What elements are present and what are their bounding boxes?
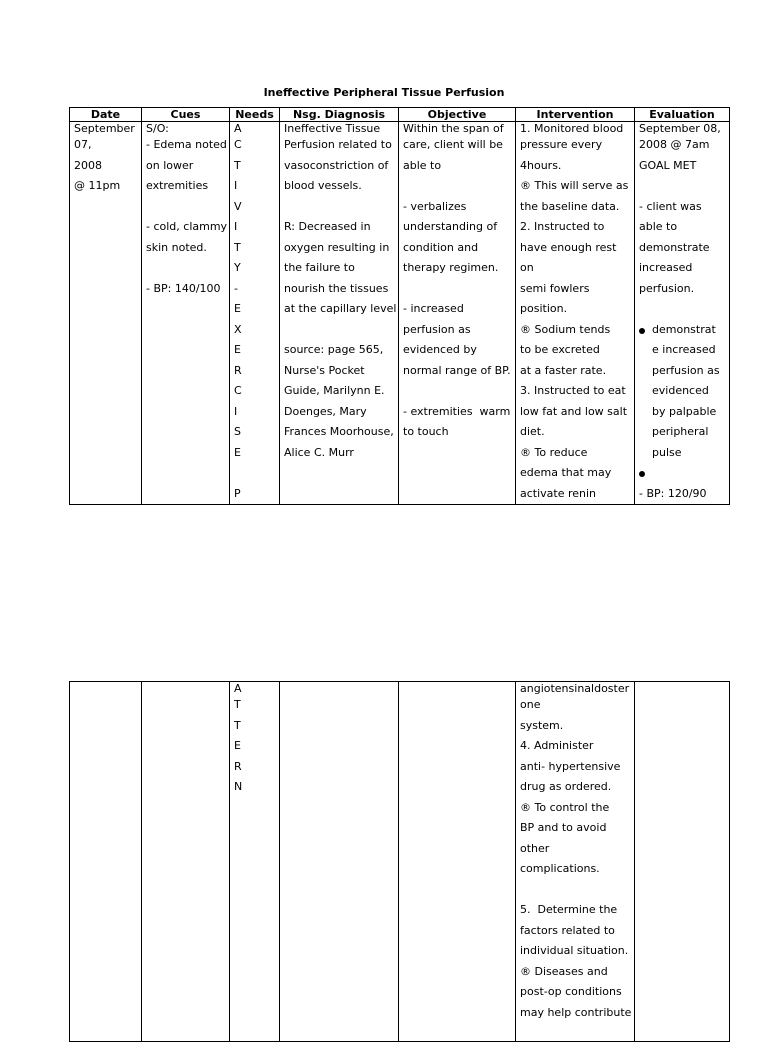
cell-line: Perfusion related to xyxy=(284,138,392,151)
cell-line: understanding of xyxy=(403,220,498,233)
cell-line: September 08, xyxy=(639,122,721,135)
cell-line xyxy=(403,279,513,300)
cell-line xyxy=(234,463,277,484)
cell-line: ® This will serve as xyxy=(520,179,629,192)
cell-line: GOAL MET xyxy=(639,158,697,172)
diagnosis-cell xyxy=(280,122,399,505)
cell-line: complications. xyxy=(520,862,600,875)
care-plan-table xyxy=(69,107,730,505)
cell-line: Frances Moorhouse, xyxy=(284,425,394,438)
cell-line: perfusion as xyxy=(403,322,471,336)
table-row xyxy=(70,682,730,1042)
cell-line: perfusion. xyxy=(639,281,695,295)
evaluation-bullet-empty xyxy=(635,463,729,484)
cell-line xyxy=(284,197,396,218)
cell-line: to be excreted xyxy=(520,343,600,356)
cell-line: at the capillary level xyxy=(284,302,397,315)
intervention-cell xyxy=(516,682,635,1042)
cell-line: Alice C. Murr xyxy=(284,445,354,459)
cell-line: skin noted. xyxy=(146,240,207,254)
cell-line: low fat and low salt xyxy=(520,404,628,418)
cell-line: vasoconstriction of xyxy=(284,158,389,172)
cues-cell xyxy=(142,122,230,505)
cell-line: R xyxy=(234,759,242,773)
bullet-icon xyxy=(639,471,645,477)
cell-line: on xyxy=(520,261,534,274)
cell-line: one xyxy=(520,698,541,711)
cell-line: 5. Determine the xyxy=(520,903,618,916)
cell-line: - verbalizes xyxy=(403,199,467,213)
cell-line: ® Sodium tends xyxy=(520,322,611,336)
cell-line: pressure every xyxy=(520,138,603,151)
cell-line: R: Decreased in xyxy=(284,220,371,233)
cell-line: - BP: 140/100 xyxy=(146,281,221,295)
cell-line: pulse xyxy=(652,445,682,459)
cell-line: able to xyxy=(639,220,678,233)
cell-line: angiotensinaldoster xyxy=(520,682,630,695)
cell-line xyxy=(146,197,227,218)
cell-line: the failure to xyxy=(284,261,355,274)
cell-line xyxy=(639,176,727,197)
cell-line: able to xyxy=(403,158,442,172)
cell-line: evidenced by xyxy=(403,343,477,356)
cell-line: I xyxy=(234,404,238,418)
cell-line: - xyxy=(234,281,238,295)
cell-line: V xyxy=(234,199,242,213)
cell-line: ® To reduce xyxy=(520,445,588,459)
cell-line: therapy regimen. xyxy=(403,261,499,274)
date-cell xyxy=(70,122,142,505)
cell-line: source: page 565, xyxy=(284,343,384,356)
cell-line: Ineffective Tissue xyxy=(284,122,381,135)
cell-line: C xyxy=(234,138,242,151)
cell-line: Guide, Marilynn E. xyxy=(284,384,385,397)
cell-line: anti- hypertensive xyxy=(520,759,621,773)
cell-line: care, client will be xyxy=(403,138,503,151)
cell-line: T xyxy=(234,718,241,732)
cell-line xyxy=(284,320,396,341)
cell-line: X xyxy=(234,322,242,336)
cell-line: normal range of BP. xyxy=(403,363,511,377)
cell-line: 07, xyxy=(74,138,92,151)
cell-line: A xyxy=(234,122,242,135)
cell-line: 1. Monitored blood xyxy=(520,122,624,135)
cell-line: T xyxy=(234,240,241,254)
header-evaluation: Evaluation xyxy=(635,108,730,122)
cell-line: Within the span of xyxy=(403,122,504,135)
cell-line: nourish the tissues xyxy=(284,281,389,295)
cell-line: perfusion as xyxy=(652,363,720,377)
header-row xyxy=(70,108,730,122)
cell-line: ® To control the xyxy=(520,800,610,814)
cell-line: 4. Administer xyxy=(520,739,594,752)
cell-line: N xyxy=(234,780,243,793)
cell-line: peripheral xyxy=(652,425,709,438)
header-date: Date xyxy=(70,108,142,122)
evaluation-bullet-item xyxy=(635,320,729,464)
cell-line: T xyxy=(234,698,241,711)
cell-line: - increased xyxy=(403,302,464,315)
cell-line xyxy=(146,258,227,279)
cell-line: P xyxy=(234,486,241,500)
header-objective: Objective xyxy=(399,108,516,122)
cell-line xyxy=(403,176,513,197)
cell-line: - cold, clammy xyxy=(146,220,228,233)
cell-line: at a faster rate. xyxy=(520,363,607,377)
care-plan-table-continued xyxy=(69,681,730,1042)
cell-line: 2008 xyxy=(74,158,102,172)
cell-line: T xyxy=(234,158,241,172)
cell-line: demonstrat xyxy=(652,322,716,336)
cell-line: blood vessels. xyxy=(284,179,362,192)
cell-line: diet. xyxy=(520,425,545,438)
evaluation-cell xyxy=(635,682,730,1042)
cell-line: - extremities warm xyxy=(403,404,511,418)
intervention-cell xyxy=(516,122,635,505)
cell-line: 2008 @ 7am xyxy=(639,138,710,151)
cell-line: demonstrate xyxy=(639,240,710,254)
cell-line: post-op conditions xyxy=(520,985,622,998)
header-needs: Needs xyxy=(230,108,280,122)
cell-line: E xyxy=(234,302,241,315)
cell-line: Doenges, Mary xyxy=(284,404,367,418)
cell-line: individual situation. xyxy=(520,944,629,957)
cell-line: - BP: 120/90 xyxy=(639,486,707,500)
cell-line: E xyxy=(234,343,241,356)
document-title: Ineffective Peripheral Tissue Perfusion xyxy=(263,86,505,99)
cell-line: drug as ordered. xyxy=(520,780,612,793)
cell-line: factors related to xyxy=(520,923,615,937)
cues-cell xyxy=(142,682,230,1042)
needs-cell xyxy=(230,682,280,1042)
cell-line: system. xyxy=(520,718,564,732)
cell-line: Nurse's Pocket xyxy=(284,363,365,377)
cell-line: have enough rest xyxy=(520,240,617,254)
cell-line: other xyxy=(520,841,550,855)
cell-line: C xyxy=(234,384,242,397)
cell-line: I xyxy=(234,220,238,233)
objective-cell xyxy=(399,122,516,505)
header-diagnosis: Nsg. Diagnosis xyxy=(280,108,399,122)
cell-line: 2. Instructed to xyxy=(520,220,605,233)
cell-line xyxy=(520,880,632,901)
cell-line: position. xyxy=(520,302,568,315)
evaluation-cell xyxy=(635,122,730,505)
cell-line: by palpable xyxy=(652,404,717,418)
objective-cell xyxy=(399,682,516,1042)
cell-line: S xyxy=(234,425,241,438)
cell-line: S/O: xyxy=(146,122,169,135)
cell-line: on lower xyxy=(146,158,194,172)
cell-line: e increased xyxy=(652,343,716,356)
cell-line: A xyxy=(234,682,242,695)
table-row xyxy=(70,122,730,505)
cell-line: @ 11pm xyxy=(74,179,121,192)
cell-line: 4hours. xyxy=(520,158,562,172)
cell-line: evidenced xyxy=(652,384,709,397)
cell-line: BP and to avoid xyxy=(520,821,607,834)
cell-line: R xyxy=(234,363,242,377)
cell-line xyxy=(403,381,513,402)
cell-line: to touch xyxy=(403,425,449,438)
cell-line: I xyxy=(234,179,238,192)
cell-line: 3. Instructed to eat xyxy=(520,384,626,397)
cell-line: may help contribute xyxy=(520,1005,632,1019)
date-cell xyxy=(70,682,142,1042)
cell-line: activate renin xyxy=(520,486,597,500)
cell-line: September xyxy=(74,122,135,135)
cell-line: the baseline data. xyxy=(520,199,620,213)
cell-line: extremities xyxy=(146,179,209,192)
cell-line: oxygen resulting in xyxy=(284,240,390,254)
cell-line: condition and xyxy=(403,240,479,254)
cell-line xyxy=(639,299,727,320)
diagnosis-cell xyxy=(280,682,399,1042)
cell-line: edema that may xyxy=(520,466,612,479)
cell-line: - client was xyxy=(639,199,702,213)
needs-cell xyxy=(230,122,280,505)
header-intervention: Intervention xyxy=(516,108,635,122)
header-cues: Cues xyxy=(142,108,230,122)
cell-line: E xyxy=(234,739,241,752)
cell-line: semi fowlers xyxy=(520,281,590,295)
cell-line: increased xyxy=(639,261,693,274)
cell-line: Y xyxy=(234,261,241,274)
cell-line: E xyxy=(234,445,241,459)
bullet-icon xyxy=(639,328,645,334)
cell-line: ® Diseases and xyxy=(520,964,608,978)
cell-line: - Edema noted xyxy=(146,138,227,151)
